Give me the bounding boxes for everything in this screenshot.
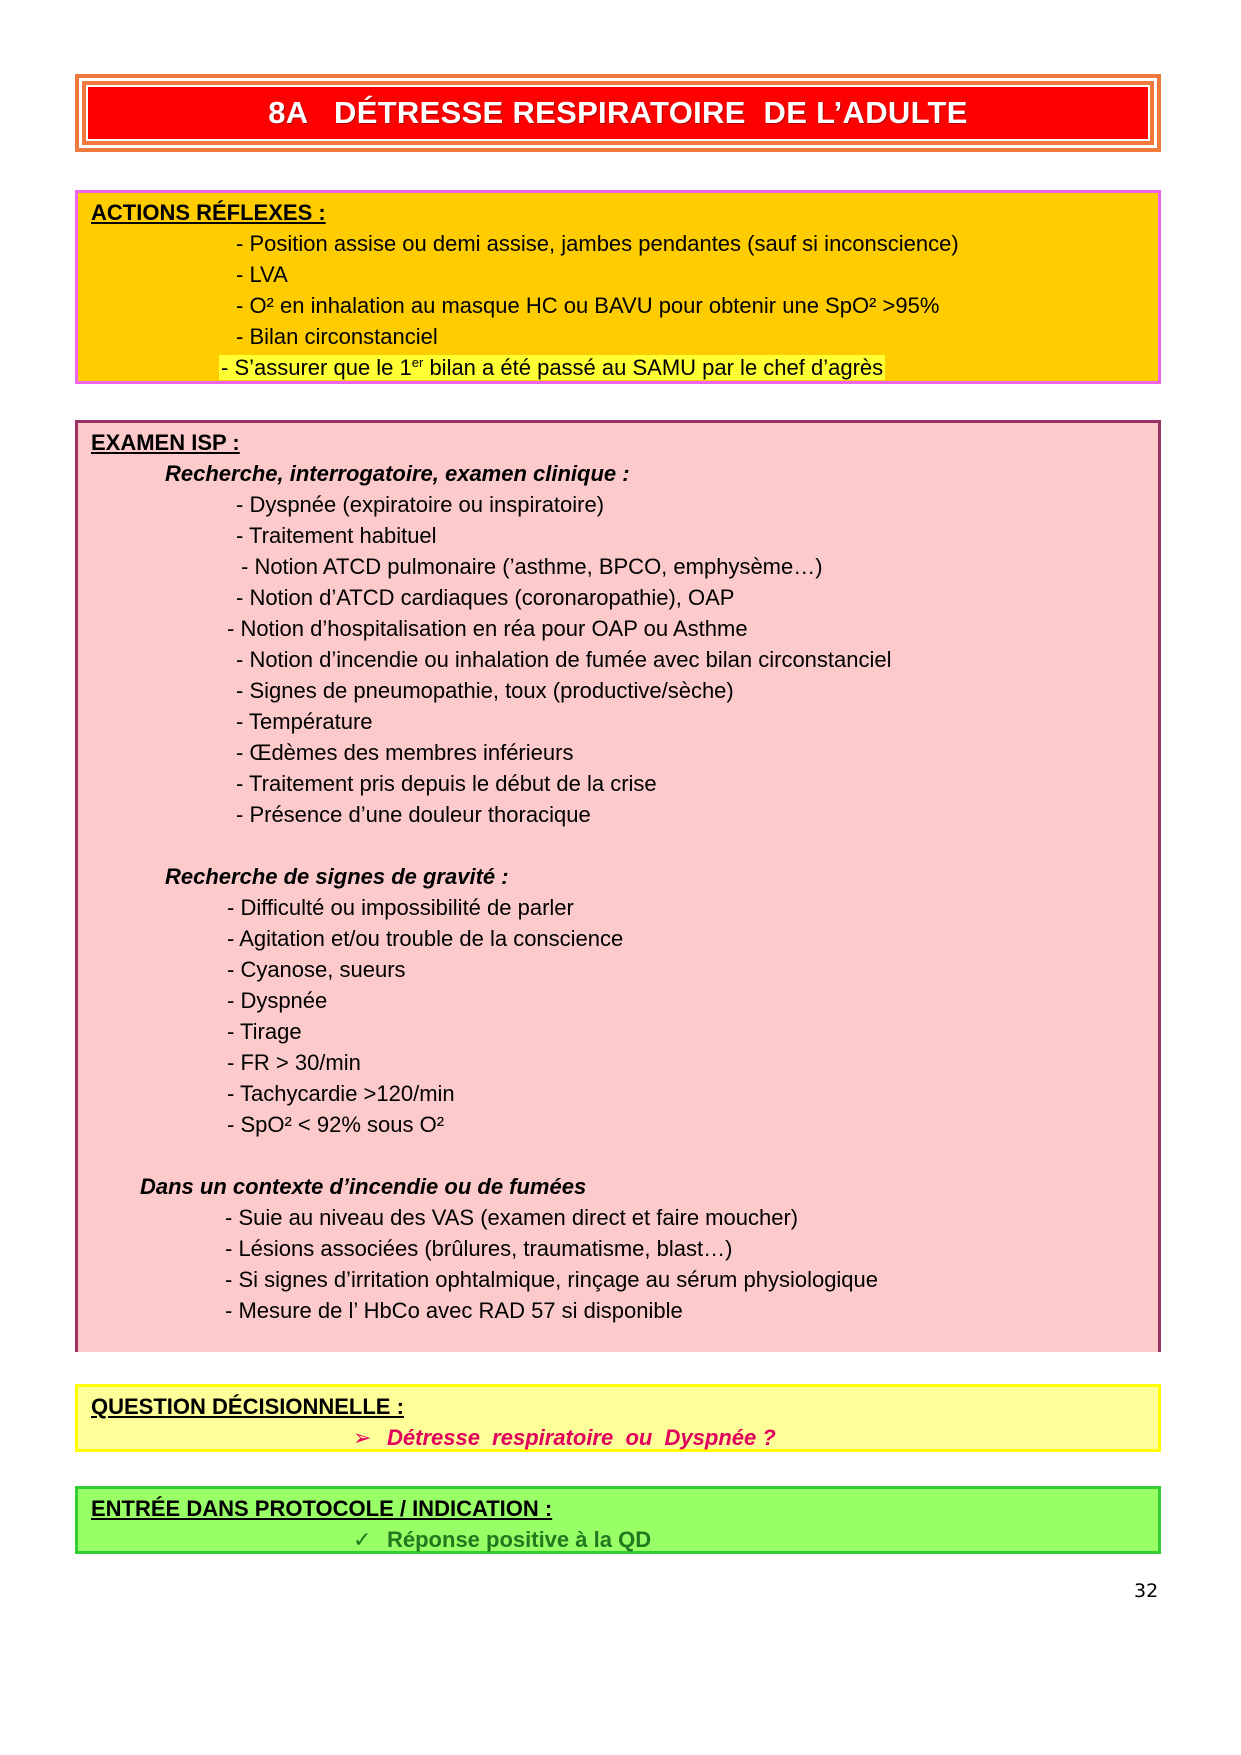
page-title: 8A DÉTRESSE RESPIRATOIRE DE L’ADULTE xyxy=(268,95,968,130)
title-inner xyxy=(86,85,1150,141)
check-icon: ✓ xyxy=(353,1527,372,1552)
list-item: - Difficulté ou impossibilité de parler xyxy=(227,895,574,920)
question-decisionnelle-box xyxy=(75,1384,1161,1452)
arrow-bullet-icon: ➢ xyxy=(353,1425,372,1450)
spacer xyxy=(91,1140,1158,1171)
action-item: - Position assise ou demi assise, jambes pendantes (sauf si inconscience) xyxy=(236,231,959,256)
list-item: - Œdèmes des membres inférieurs xyxy=(236,740,574,765)
list-item: - Dyspnée (expiratoire ou inspiratoire) xyxy=(236,492,605,517)
list-item: - Traitement pris depuis le début de la crise xyxy=(236,771,657,796)
list-item: - Traitement habituel xyxy=(236,523,437,548)
title-frame xyxy=(79,78,1157,148)
entree-heading: ENTRÉE DANS PROTOCOLE / INDICATION : xyxy=(91,1496,553,1521)
action-highlight-item xyxy=(219,352,1158,383)
list-item: - Lésions associées (brûlures, traumatisme, blast…) xyxy=(225,1236,733,1261)
action-item: - LVA xyxy=(236,262,288,287)
spacer xyxy=(91,830,1158,861)
highlight-pre: - S’assurer que le 1 xyxy=(221,355,412,380)
action-item: - O² en inhalation au masque HC ou BAVU pour obtenir une SpO² >95% xyxy=(236,293,940,318)
list-item: - Présence d’une douleur thoracique xyxy=(236,802,591,827)
list-item: - Tirage xyxy=(227,1019,302,1044)
page-number: 32 xyxy=(1134,1580,1159,1602)
highlight-post: bilan a été passé au SAMU par le chef d’agrès xyxy=(423,355,884,380)
list-item: - Dyspnée xyxy=(227,988,328,1013)
entree-protocole-box xyxy=(75,1486,1161,1554)
list-item: - Cyanose, sueurs xyxy=(227,957,406,982)
action-item: - Bilan circonstanciel xyxy=(236,324,438,349)
section3-title: Dans un contexte d’incendie ou de fumées xyxy=(140,1174,587,1199)
list-item: - FR > 30/min xyxy=(227,1050,361,1075)
entree-line xyxy=(91,1524,1158,1555)
highlight-text xyxy=(219,355,885,380)
list-item: - Notion d’hospitalisation en réa pour OAP ou Asthme xyxy=(227,616,748,641)
list-item: - Si signes d’irritation ophtalmique, rinçage au sérum physiologique xyxy=(225,1267,879,1292)
list-item: - Température xyxy=(236,709,373,734)
question-line xyxy=(91,1422,1158,1453)
question-text: Détresse respiratoire ou Dyspnée ? xyxy=(387,1425,776,1450)
title-banner xyxy=(75,74,1161,152)
examen-heading: EXAMEN ISP : xyxy=(91,430,240,455)
list-item: - Notion ATCD pulmonaire (’asthme, BPCO, emphysème…) xyxy=(241,554,823,579)
list-item: - Suie au niveau des VAS (examen direct et faire moucher) xyxy=(225,1205,799,1230)
actions-reflexes-box xyxy=(75,190,1161,384)
list-item: - Tachycardie >120/min xyxy=(227,1081,455,1106)
entree-text: Réponse positive à la QD xyxy=(387,1527,652,1552)
list-item: - SpO² < 92% sous O² xyxy=(227,1112,445,1137)
list-item: - Notion d’ATCD cardiaques (coronaropathie), OAP xyxy=(236,585,735,610)
question-heading: QUESTION DÉCISIONNELLE : xyxy=(91,1394,404,1419)
list-item: - Notion d’incendie ou inhalation de fumée avec bilan circonstanciel xyxy=(236,647,892,672)
list-item: - Mesure de l’ HbCo avec RAD 57 si disponible xyxy=(225,1298,683,1323)
list-item: - Agitation et/ou trouble de la conscience xyxy=(227,926,624,951)
actions-heading: ACTIONS RÉFLEXES : xyxy=(91,200,326,225)
examen-isp-box xyxy=(75,420,1161,1352)
section1-title: Recherche, interrogatoire, examen clinique : xyxy=(165,461,630,486)
list-item: - Signes de pneumopathie, toux (productive/sèche) xyxy=(236,678,734,703)
section2-title: Recherche de signes de gravité : xyxy=(165,864,509,889)
highlight-sup: er xyxy=(411,355,424,370)
